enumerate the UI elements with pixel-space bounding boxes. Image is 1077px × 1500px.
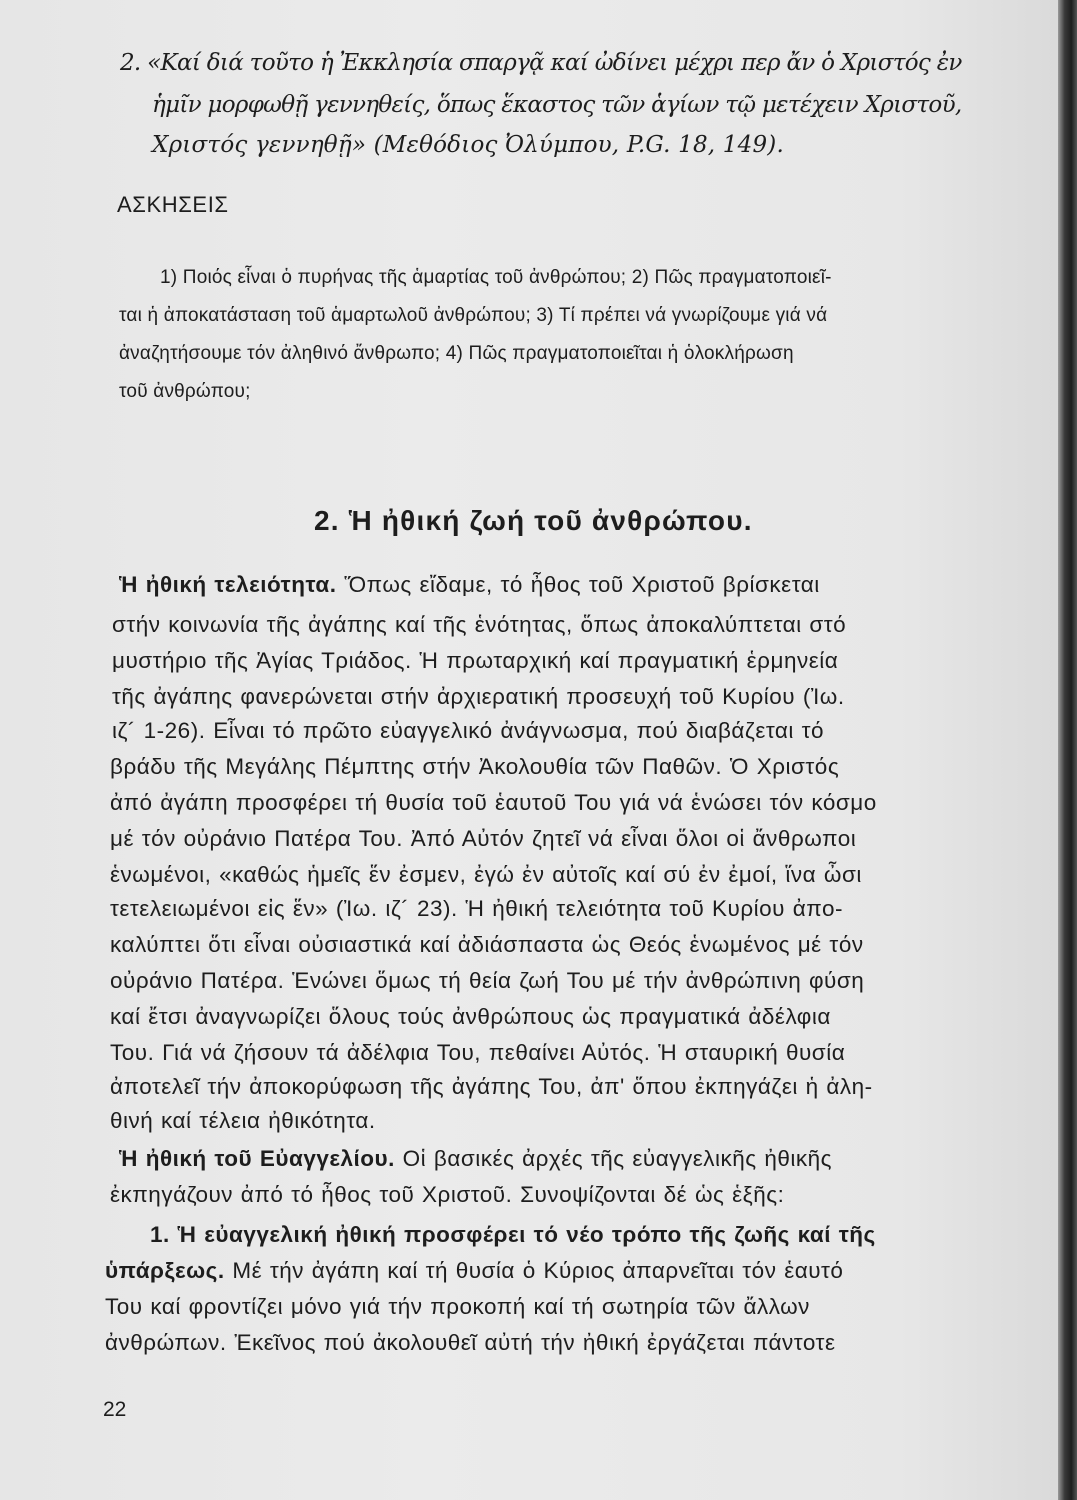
- para2-line-2: ἐκπηγάζουν ἀπό τό ἦθος τοῦ Χριστοῦ. Συνοψίζονται δέ ὡς ἑξῆς:: [110, 1182, 785, 1207]
- page-number: 22: [103, 1398, 127, 1421]
- para3-line-3: Του καί φροντίζει μόνο γιά τήν προκοπή καί τή σωτηρία τῶν ἄλλων: [105, 1294, 810, 1319]
- para1-line-16: θινή καί τέλεια ἠθικότητα.: [110, 1108, 376, 1133]
- para1-line-4: τῆς ἀγάπης φανερώνεται στήν ἀρχιερατική προσευχή τοῦ Κυρίου (Ἰω.: [112, 684, 845, 709]
- para1-line-13: καί ἔτσι ἀναγνωρίζει ὅλους τούς ἀνθρώπους ὡς πραγματικά ἀδέλφια: [110, 1004, 831, 1029]
- para2-line-1: [119, 1146, 832, 1172]
- para1-line-5: ιζ´ 1-26). Εἶναι τό πρῶτο εὐαγγελικό ἀνάγνωσμα, πού διαβάζεται τό: [112, 718, 825, 743]
- book-binding-edge: [1058, 0, 1077, 1500]
- para1-line-10: τετελειωμένοι εἰς ἕν» (Ἰω. ιζ´ 23). Ἡ ἠθική τελειότητα τοῦ Κυρίου ἀπο-: [110, 896, 843, 921]
- quote-line-1: 2. «Καί διά τοῦτο ἡ Ἐκκλησία σπαργᾷ καί ὠδίνει μέχρι περ ἄν ὁ Χριστός ἐν: [120, 50, 962, 76]
- exercise-line-1: 1) Ποιός εἶναι ὁ πυρήνας τῆς ἁμαρτίας τοῦ ἀνθρώπου; 2) Πῶς πραγματοποιεῖ-: [160, 267, 832, 288]
- exercise-line-4: τοῦ ἀνθρώπου;: [119, 381, 251, 402]
- para3-line-2: [105, 1258, 843, 1284]
- exercises-heading: ΑΣΚΗΣΕΙΣ: [117, 192, 229, 217]
- exercise-line-3: ἀναζητήσουμε τόν ἀληθινό ἄνθρωπο; 4) Πῶς πραγματοποιεῖται ἡ ὁλοκλήρωση: [119, 343, 794, 364]
- para2-lead: Ἡ ἠθική τοῦ Εὐαγγελίου.: [119, 1146, 395, 1171]
- para1-line-12: οὐράνιο Πατέρα. Ἑνώνει ὅμως τή θεία ζωή Του μέ τήν ἀνθρώπινη φύση: [110, 968, 865, 993]
- para2-first-rest: Οἱ βασικές ἀρχές τῆς εὐαγγελικῆς ἠθικῆς: [394, 1146, 832, 1171]
- section-title: 2. Ἡ ἠθική ζωή τοῦ ἀνθρώπου.: [314, 505, 753, 536]
- para1-line-15: ἀποτελεῖ τήν ἀποκορύφωση τῆς ἀγάπης Του, ἀπ' ὅπου ἐκπηγάζει ἡ ἀλη-: [110, 1074, 873, 1099]
- para1-line-8: μέ τόν οὐράνιο Πατέρα Του. Ἀπό Αὐτόν ζητεῖ νά εἶναι ὅλοι οἱ ἄνθρωποι: [110, 826, 857, 851]
- para1-lead: Ἡ ἠθική τελειότητα.: [119, 572, 337, 597]
- exercise-line-2: ται ἡ ἀποκατάσταση τοῦ ἁμαρτωλοῦ ἀνθρώπου; 3) Τί πρέπει νά γνωρίζουμε γιά νά: [119, 305, 828, 326]
- para3-lead: 1. Ἡ εὐαγγελική ἠθική προσφέρει τό νέο τρόπο τῆς ζωῆς καί τῆς: [150, 1222, 876, 1247]
- para1-line-3: μυστήριο τῆς Ἁγίας Τριάδος. Ἡ πρωταρχική καί πραγματική ἑρμηνεία: [112, 648, 839, 673]
- quote-line-2: ἡμῖν μορφωθῇ γεννηθείς, ὅπως ἕκαστος τῶν ἁγίων τῷ μετέχειν Χριστοῦ,: [152, 92, 962, 118]
- para1-line-6: βράδυ τῆς Μεγάλης Πέμπτης στήν Ἀκολουθία τῶν Παθῶν. Ὁ Χριστός: [110, 754, 840, 779]
- para3-first-rest: Μέ τήν ἀγάπη καί τή θυσία ὁ Κύριος ἀπαρνεῖται τόν ἑαυτό: [224, 1258, 844, 1283]
- para3-line-1: [150, 1222, 876, 1248]
- quote-line-3: Χριστός γεννηθῇ» (Μεθόδιος Ὀλύμπου, P.G. 18, 149).: [152, 132, 784, 158]
- para1-line-11: καλύπτει ὅτι εἶναι οὐσιαστικά καί ἀδιάσπαστα ὡς Θεός ἑνωμένος μέ τόν: [110, 932, 864, 957]
- para1-line-7: ἀπό ἀγάπη προσφέρει τή θυσία τοῦ ἑαυτοῦ Του γιά νά ἑνώσει τόν κόσμο: [110, 790, 877, 815]
- para1-line-2: στήν κοινωνία τῆς ἀγάπης καί τῆς ἑνότητας, ὅπως ἀποκαλύπτεται στό: [112, 612, 847, 637]
- para3-line-4: ἀνθρώπων. Ἐκεῖνος πού ἀκολουθεῖ αὐτή τήν ἠθική ἐργάζεται πάντοτε: [105, 1330, 836, 1355]
- para1-line-14: Του. Γιά νά ζήσουν τά ἀδέλφια Του, πεθαίνει Αὐτός. Ἡ σταυρική θυσία: [110, 1040, 846, 1065]
- para1-line-1: [119, 572, 820, 598]
- para1-line-9: ἑνωμένοι, «καθώς ἡμεῖς ἕν ἐσμεν, ἐγώ ἐν αὐτοῖς καί σύ ἐν ἐμοί, ἵνα ὦσι: [110, 862, 862, 887]
- para1-first-rest: Ὅπως εἴδαμε, τό ἦθος τοῦ Χριστοῦ βρίσκεται: [336, 572, 820, 597]
- para3-lead2: ὑπάρξεως.: [105, 1258, 225, 1283]
